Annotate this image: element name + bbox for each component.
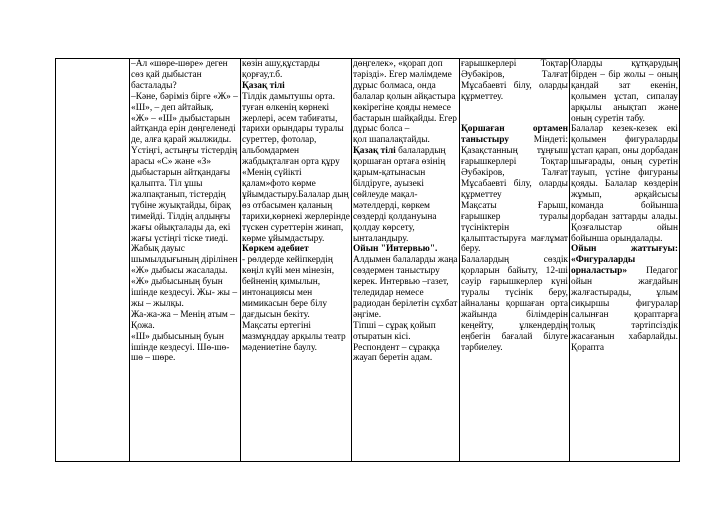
cell-text <box>131 59 239 364</box>
cell-text <box>353 59 458 364</box>
cell-text <box>571 59 678 353</box>
cell-text <box>242 59 350 353</box>
table-cell-interview-game <box>352 59 460 462</box>
text-run: - рөлдерде кейіпкердің көңіл күйі мен мінезін, бейненің қимылын, интонациясы мен мимикасын бере білу дағдысын бекіту. Мақсаты ертегіні мазмұнддау арқылы театр мәдениетіне баулу. <box>242 255 346 353</box>
text-run: балалардың қоршаған ортаға өзінің қарым-қатынасын білдіруге, ауызекі сөйлеуде мақал-мәтелдерді, көркем сөздерді қолдануына қолдау көрсету, ынталандыру. <box>353 146 446 244</box>
text-run: Алдымен балаларды жаңа сөздермен таныстыру керек. Интервью –газет, теледидар немесе радиодан берілетін сұхбат әңгіме. Тіпші – сұрақ қойып отыратын кісі. Респондент – сұраққа жауап беретін адам. <box>353 255 458 364</box>
cell-text <box>461 59 568 353</box>
table-cell-kazakh-language <box>241 59 352 462</box>
text-run: Оларды құтқарудың бірден – бір жолы – оның қандай зат екенін, қолымен ұстап, сипалау арқылы анықтап және оның суретін табу. Балалар кезек-кезек екі қолымен фигураларды ұстап қарап, оны дорбадан шығарады, оның суретін тауып, үстіне фигураны қояды. Балалар көздерін жұмып, әрқайсысы команда бойынша дорбадан заттарды алады. Қозғалыстар ойын бойынша орындалады. <box>571 59 678 244</box>
text-run: Міндеті: Қазақстанның тұңғыш ғарышкерлері Тоқтар Әубәкіров, Талғат Мұсабаевті білу, оларды құрметтеу Мақсаты Ғарыш, ғарышкер туралы түсініктерін қалыптастыруға мағлұмат беру. Балалардың сөздік қорларын байыту, 12-ші сәуір ғарышкерлер күні туралы түсінік беру, айналаны қоршаған орта жайында білімдерін кеңейту, ұлкендердің еңбегін бағалай білуге тәрбиелеу. <box>461 135 568 353</box>
bold-text-run: Қазақ тілі <box>242 80 285 91</box>
table-cell-empty <box>56 59 130 462</box>
text-run: –Ал «шөре-шөре» деген сөз қай дыбыстан басталады? –Кәне, бәріміз бірге «Ж» – «Ш», – деп айтайық. «Ж» – «Ш» дыбыстарын айтқанда ерін дөңгеленеді де, алға қарай жылжиды. Үстіңгі, астыңғы тістердің арасы «С» және «З» дыбыстарын айтқандағы қалыпта. Тіл ұшы жалпақтанып, тістердің түбіне жуықтайды, бірақ тимейді. Тілдің алдыңғы жағы ойықталады да, екі жағы үстіңгі тіске тиеді. Жабық дауыс шымылдығының дірілінен «Ж» дыбысы жасалады. «Ж» дыбысының буын ішінде кездесуі. Жы- жы – жы – жылқы. Жа-жа-жа – Менің атым – Қожа. «Ш» дыбысының буын ішінде кездесуі. Шө-шө-шө – шөре. <box>131 59 238 364</box>
table-cell-sound-lesson <box>130 59 241 462</box>
bold-text-run: Ойын "Интервью". <box>353 244 438 255</box>
table-cell-cosmonauts <box>460 59 570 462</box>
bold-text-run: Көркем әдебиет <box>242 244 309 255</box>
bold-text-run: Қоршаған ортамен таныстыру <box>461 124 568 146</box>
text-run: Педагог ойын жағдайын жалғастырады, ұлым сиқыршы фигуралар салынған қораптарға толық тәртіпсіздік жасағанын хабарлайды. Қорапта <box>571 266 678 353</box>
table-row <box>56 59 680 462</box>
text-run: көзін ашу,құстарды қорғау,т.б. <box>242 59 320 80</box>
text-run: дөңгелек», «қорап доп тәрізді». Егер мәлімдеме дұрыс болмаса, онда балалар қолын айқастыра көкірегіне қояды немесе бастарын шайқайды. Егер дұрыс болса – қол шапалақтайды. <box>353 59 457 146</box>
bold-text-run: Қазақ тілі <box>353 146 399 157</box>
lesson-plan-table <box>55 58 680 462</box>
text-run: Тілдік дамытушы орта. туған өлкенің көрнекі жерлері, әсем табиғаты, тарихи орындары туралы суреттер, фотолар, альбомдармен жабдықталған орта құру «Менің сүйікті қалам»фото көрме ұйымдастыру.Балалар дың өз отбасымен қаланың тарихи,көрнекі жерлеріндe түскен суреттерін жинап, көрме ұйымдастыру. <box>242 91 350 244</box>
table-cell-figures-game <box>570 59 680 462</box>
bold-text-run: Ойын жаттығуы: «Фигураларды орналастыр» <box>571 244 678 277</box>
text-run: ғарышкерлері Тоқтар Әубәкіров, Талғат Мұсабаевті білу, оларды құрметтеу. <box>461 59 568 102</box>
